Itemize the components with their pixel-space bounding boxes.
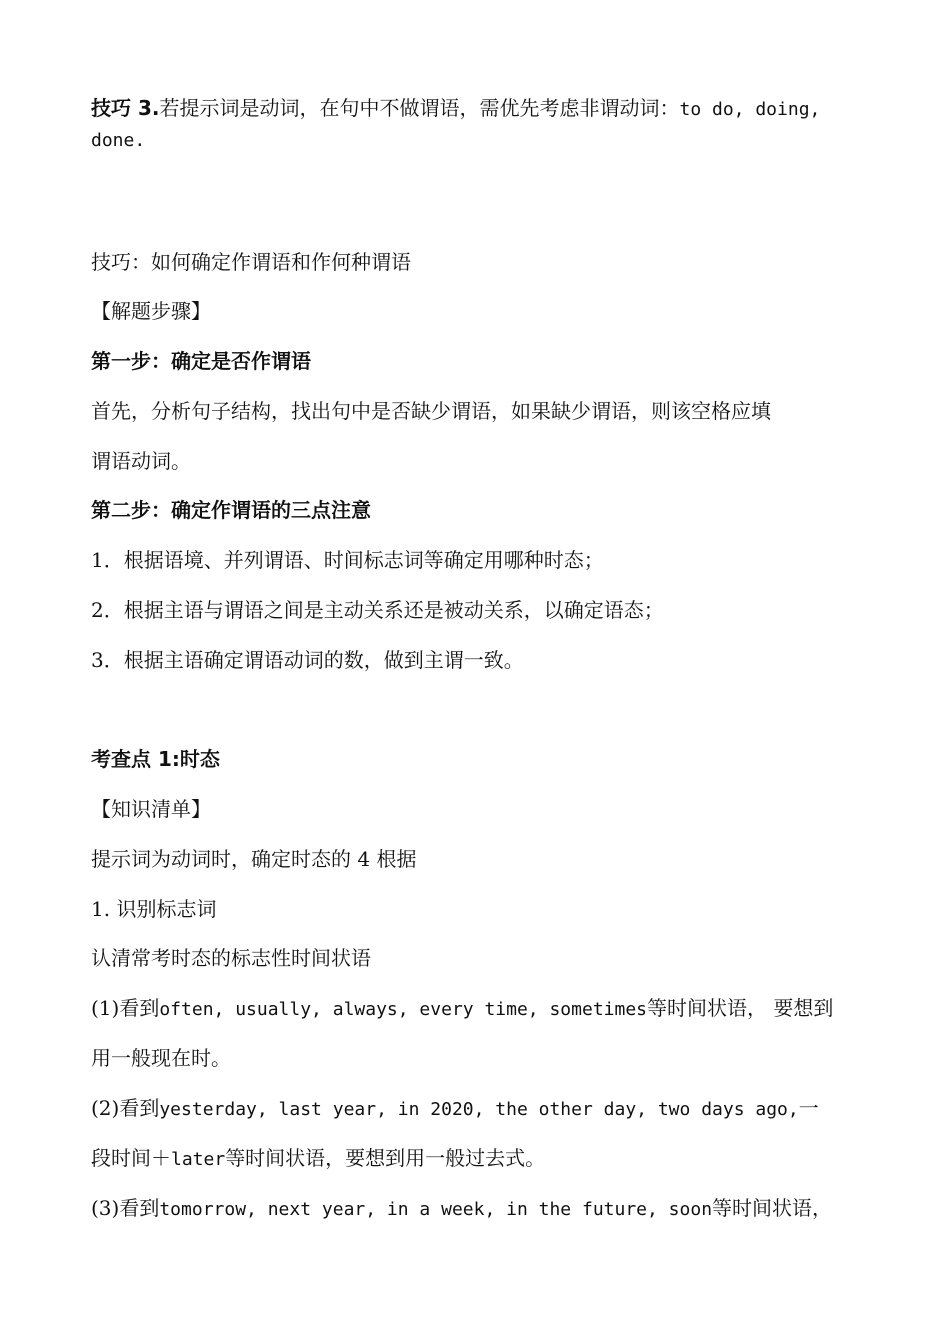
step1-title: 第一步：确定是否作谓语: [91, 349, 311, 373]
tip3-label: 技巧 3.: [91, 96, 160, 120]
sub1-title: 1. 识别标志词: [91, 897, 217, 921]
step1-line2: 谓语动词。: [91, 449, 191, 473]
steps-heading: 【解题步骤】: [91, 299, 211, 323]
rule3-line1: [91, 1194, 890, 1224]
tip3-text-cn: 若提示词是动词，在句中不做谓语，需优先考虑非谓动词：: [159, 96, 680, 120]
rule2-en: yesterday, last year, in 2020, the other day, two days ago,: [159, 1099, 799, 1120]
knowledge-heading: 【知识清单】: [91, 797, 211, 821]
rule1-line1: [91, 994, 890, 1024]
tip3-text-en: to do, doing,: [679, 99, 821, 120]
step2-title: 第二步：确定作谓语的三点注意: [91, 498, 371, 522]
rule3-suffix: 等时间状语，: [712, 1196, 833, 1220]
rule3-en: tomorrow, next year, in a week, in the future, soon: [159, 1199, 713, 1220]
rule1-en: often, usually, always, every time, sometimes: [159, 999, 648, 1020]
step2-item-3: 3．根据主语确定谓语动词的数，做到主谓一致。: [91, 648, 524, 672]
step1-line1: 首先，分析句子结构，找出句中是否缺少谓语，如果缺少谓语，则该空格应填: [91, 399, 771, 423]
tip3-line1: [91, 94, 890, 124]
rule2-line2: [91, 1144, 890, 1174]
tip-heading: 技巧：如何确定作谓语和作何种谓语: [91, 250, 411, 274]
point1-title: 考查点 1:时态: [91, 747, 220, 771]
tip3-line2: done.: [91, 130, 146, 151]
point1-intro: 提示词为动词时，确定时态的 4 根据: [91, 847, 417, 871]
rule2-prefix: (2)看到: [91, 1096, 160, 1120]
rule2-suffix: 一: [798, 1096, 819, 1120]
rule1-line2: 用一般现在时。: [91, 1046, 231, 1070]
rule2-line2-cn: 段时间＋: [91, 1146, 171, 1170]
rule2-line1: [91, 1094, 890, 1124]
rule1-suffix: 等时间状语， 要想到: [647, 996, 834, 1020]
rule2-line2-en: later: [171, 1149, 226, 1170]
step2-item-2: 2．根据主语与谓语之间是主动关系还是被动关系，以确定语态；: [91, 598, 664, 622]
rule3-prefix: (3)看到: [91, 1196, 160, 1220]
step2-item-1: 1．根据语境、并列谓语、时间标志词等确定用哪种时态；: [91, 548, 604, 572]
rule1-prefix: (1)看到: [91, 996, 160, 1020]
rule2-line2-suffix: 等时间状语，要想到用一般过去式。: [225, 1146, 546, 1170]
sub1-desc: 认清常考时态的标志性时间状语: [91, 946, 371, 970]
